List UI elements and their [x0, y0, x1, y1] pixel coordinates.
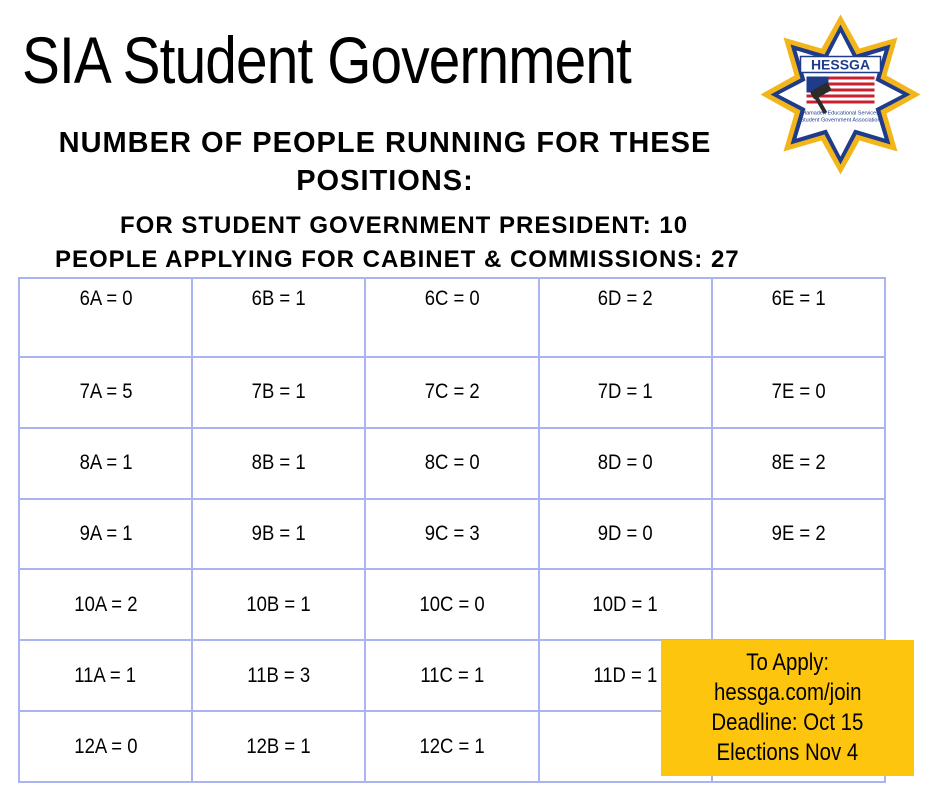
table-cell: 12B = 1	[192, 711, 365, 782]
cabinet-count-line: PEOPLE APPLYING FOR CABINET & COMMISSIONS: 27	[55, 246, 740, 273]
page-subtitle: NUMBER OF PEOPLE RUNNING FOR THESE POSITIONS:	[58, 127, 712, 197]
table-cell: 7D = 1	[539, 357, 712, 428]
table-cell: 10B = 1	[192, 569, 365, 640]
table-cell: 8B = 1	[192, 428, 365, 499]
table-cell: 10A = 2	[19, 569, 192, 640]
table-row	[19, 499, 885, 570]
table-cell: 8D = 0	[539, 428, 712, 499]
logo-wordmark: HESSGA	[810, 56, 871, 73]
table-cell: 6A = 0	[19, 278, 192, 357]
table-cell: 9C = 3	[365, 499, 538, 570]
table-cell: 12A = 0	[19, 711, 192, 782]
hessga-logo	[758, 12, 923, 177]
table-cell: 7C = 2	[365, 357, 538, 428]
table-cell: 7B = 1	[192, 357, 365, 428]
apply-deadline: Deadline: Oct 15	[711, 709, 864, 736]
table-cell: 11D = 1	[539, 640, 712, 711]
table-cell: 10C = 0	[365, 569, 538, 640]
table-cell: 11B = 3	[192, 640, 365, 711]
table-cell: 11A = 1	[19, 640, 192, 711]
table-cell: 10D = 1	[539, 569, 712, 640]
table-cell: 6E = 1	[712, 278, 885, 357]
table-cell: 9E = 2	[712, 499, 885, 570]
table-row	[19, 428, 885, 499]
table-cell: 9A = 1	[19, 499, 192, 570]
table-cell: 8A = 1	[19, 428, 192, 499]
president-count-line: FOR STUDENT GOVERNMENT PRESIDENT: 10	[120, 212, 689, 239]
table-row	[19, 569, 885, 640]
table-cell: 6C = 0	[365, 278, 538, 357]
apply-heading: To Apply:	[746, 649, 829, 676]
apply-info-box	[661, 640, 914, 776]
apply-election-date: Elections Nov 4	[716, 739, 859, 766]
table-cell: 12C = 1	[365, 711, 538, 782]
table-cell: 7A = 5	[19, 357, 192, 428]
page-title: SIA Student Government	[22, 23, 631, 97]
table-cell: 8E = 2	[712, 428, 885, 499]
table-row	[19, 278, 885, 357]
table-cell: 6B = 1	[192, 278, 365, 357]
table-cell	[712, 569, 885, 640]
logo-caption-2: Student Government Association	[800, 117, 881, 124]
apply-link: hessga.com/join	[713, 679, 862, 706]
table-cell: 11C = 1	[365, 640, 538, 711]
table-cell: 8C = 0	[365, 428, 538, 499]
table-cell: 7E = 0	[712, 357, 885, 428]
table-cell: 6D = 2	[539, 278, 712, 357]
table-row	[19, 357, 885, 428]
table-cell: 9D = 0	[539, 499, 712, 570]
table-cell: 9B = 1	[192, 499, 365, 570]
logo-caption-1: Hamadeh Educational Services	[802, 110, 879, 117]
